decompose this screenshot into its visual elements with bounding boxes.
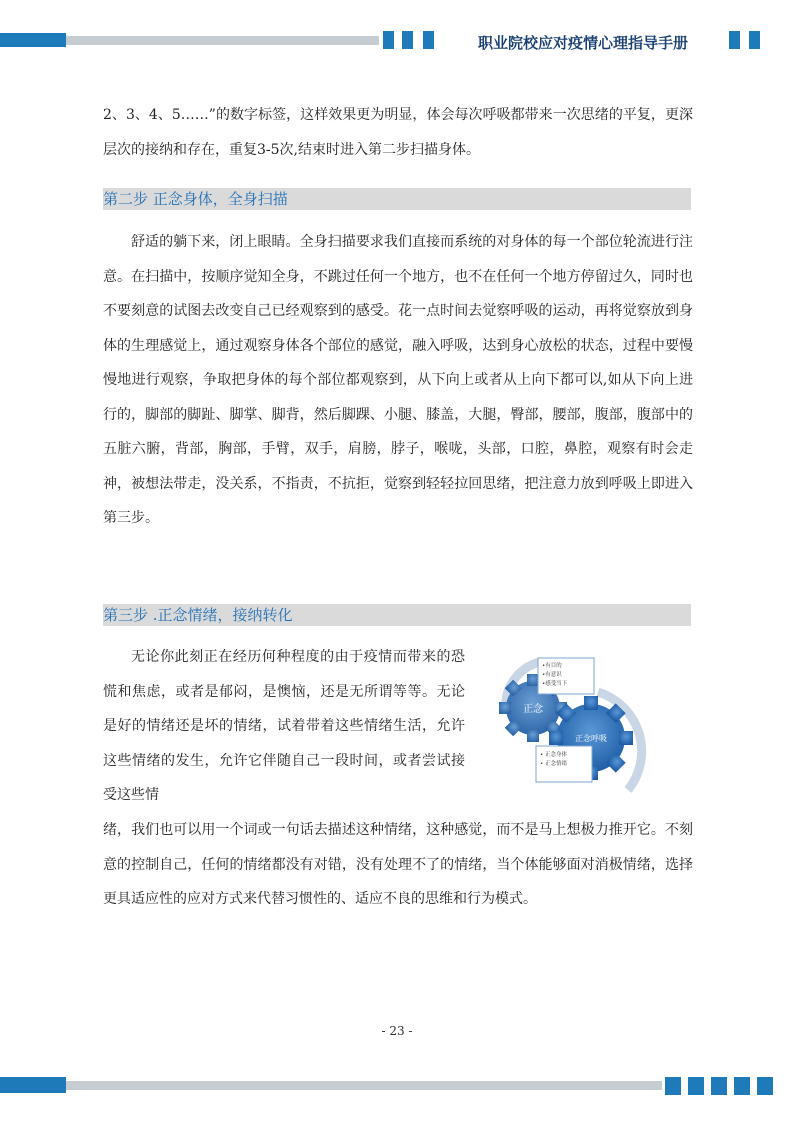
footer-square xyxy=(665,1077,681,1095)
paragraph-body-scan: 舒适的躺下来，闭上眼睛。全身扫描要求我们直接而系统的对身体的每一个部位轮流进行注意。在扫描中，按顺序觉知全身，不跳过任何一个地方，也不在任何一个地方停留过久，同时也不要刻意的试图去改变自己已经观察到的感受。花一点时间去觉察呼吸的运动，再将觉察放到身体的生理感觉上，通过观察身体各个部位的感觉，融入呼吸，达到身心放松的状态，过程中要慢慢地进行观察，争取把身体的每个部位都观察到，从下向上或者从上向下都可以,如从下向上进行的，脚部的脚趾、脚掌、脚背，然后脚踝、小腿、膝盖，大腿，臀部，腰部，腹部，腹部中的五脏六腑，背部，胸部，手臂，双手，肩膀，脖子，喉咙，头部，口腔，鼻腔，观察有时会走神，被想法带走，没关系，不指责，不抗拒，觉察到轻轻拉回思绪，把注意力放到呼吸上即进入第三步。 xyxy=(103,234,693,526)
section-heading-step3: 第三步 .正念情绪，接纳转化 xyxy=(103,604,691,626)
gear-right-label: 正念呼吸 xyxy=(575,734,607,743)
box-bottom-item: • 正念身体 xyxy=(540,752,567,758)
footer-accent-bar xyxy=(0,1077,66,1093)
paragraph-emotion-rest: 绪，我们也可以用一个词或一句话去描述这种情绪，这种感觉，而不是马上想极力推开它。不刻意的控制自己，任何的情绪都没有对错，没有处理不了的情绪，当个体能够面对消极情绪，选择更具适应性的应对方式来代替习惯性的、适应不良的思维和行为模式。 xyxy=(103,822,693,907)
header-square xyxy=(729,31,740,49)
paragraph-breath-count: 2、3、4、5……”的数字标签，这样效果更为明显，体会每次呼吸都带来一次思绪的平复，更深层次的接纳和存在，重复3-5次,结束时进入第二步扫描身体。 xyxy=(103,107,693,158)
box-top-item: •有意识 xyxy=(542,672,562,678)
header-square xyxy=(423,31,434,49)
paragraph-emotion-intro: 无论你此刻正在经历何种程度的由于疫情而带来的恐慌和焦虑，或者是郁闷，是懊恼，还是无所谓等等。无论是好的情绪还是坏的情绪，试着带着这些情绪生活，允许这些情绪的发生，允许它伴随自己一段时间，或者尝试接受这些情 xyxy=(103,649,465,803)
header-title: 职业院校应对疫情心理指导手册 xyxy=(478,34,689,52)
header-square xyxy=(383,31,394,49)
gear-left-label: 正念 xyxy=(523,704,543,715)
header-square xyxy=(402,31,413,49)
footer-square xyxy=(757,1077,773,1095)
footer-rule xyxy=(66,1081,662,1090)
box-top-item: •有目的 xyxy=(542,663,562,669)
header-accent-bar xyxy=(0,33,66,47)
box-top-item: •感受当下 xyxy=(542,681,568,687)
header-square xyxy=(749,31,760,49)
page-number: - 23 - xyxy=(381,1024,413,1038)
footer-square xyxy=(688,1077,704,1095)
section-heading-step2: 第二步 正念身体，全身扫描 xyxy=(103,188,691,210)
header-rule xyxy=(66,36,379,45)
footer-square xyxy=(711,1077,727,1095)
box-bottom-item: • 正念情绪 xyxy=(540,761,567,767)
footer-square xyxy=(734,1077,750,1095)
mindfulness-gear-diagram xyxy=(478,650,698,800)
